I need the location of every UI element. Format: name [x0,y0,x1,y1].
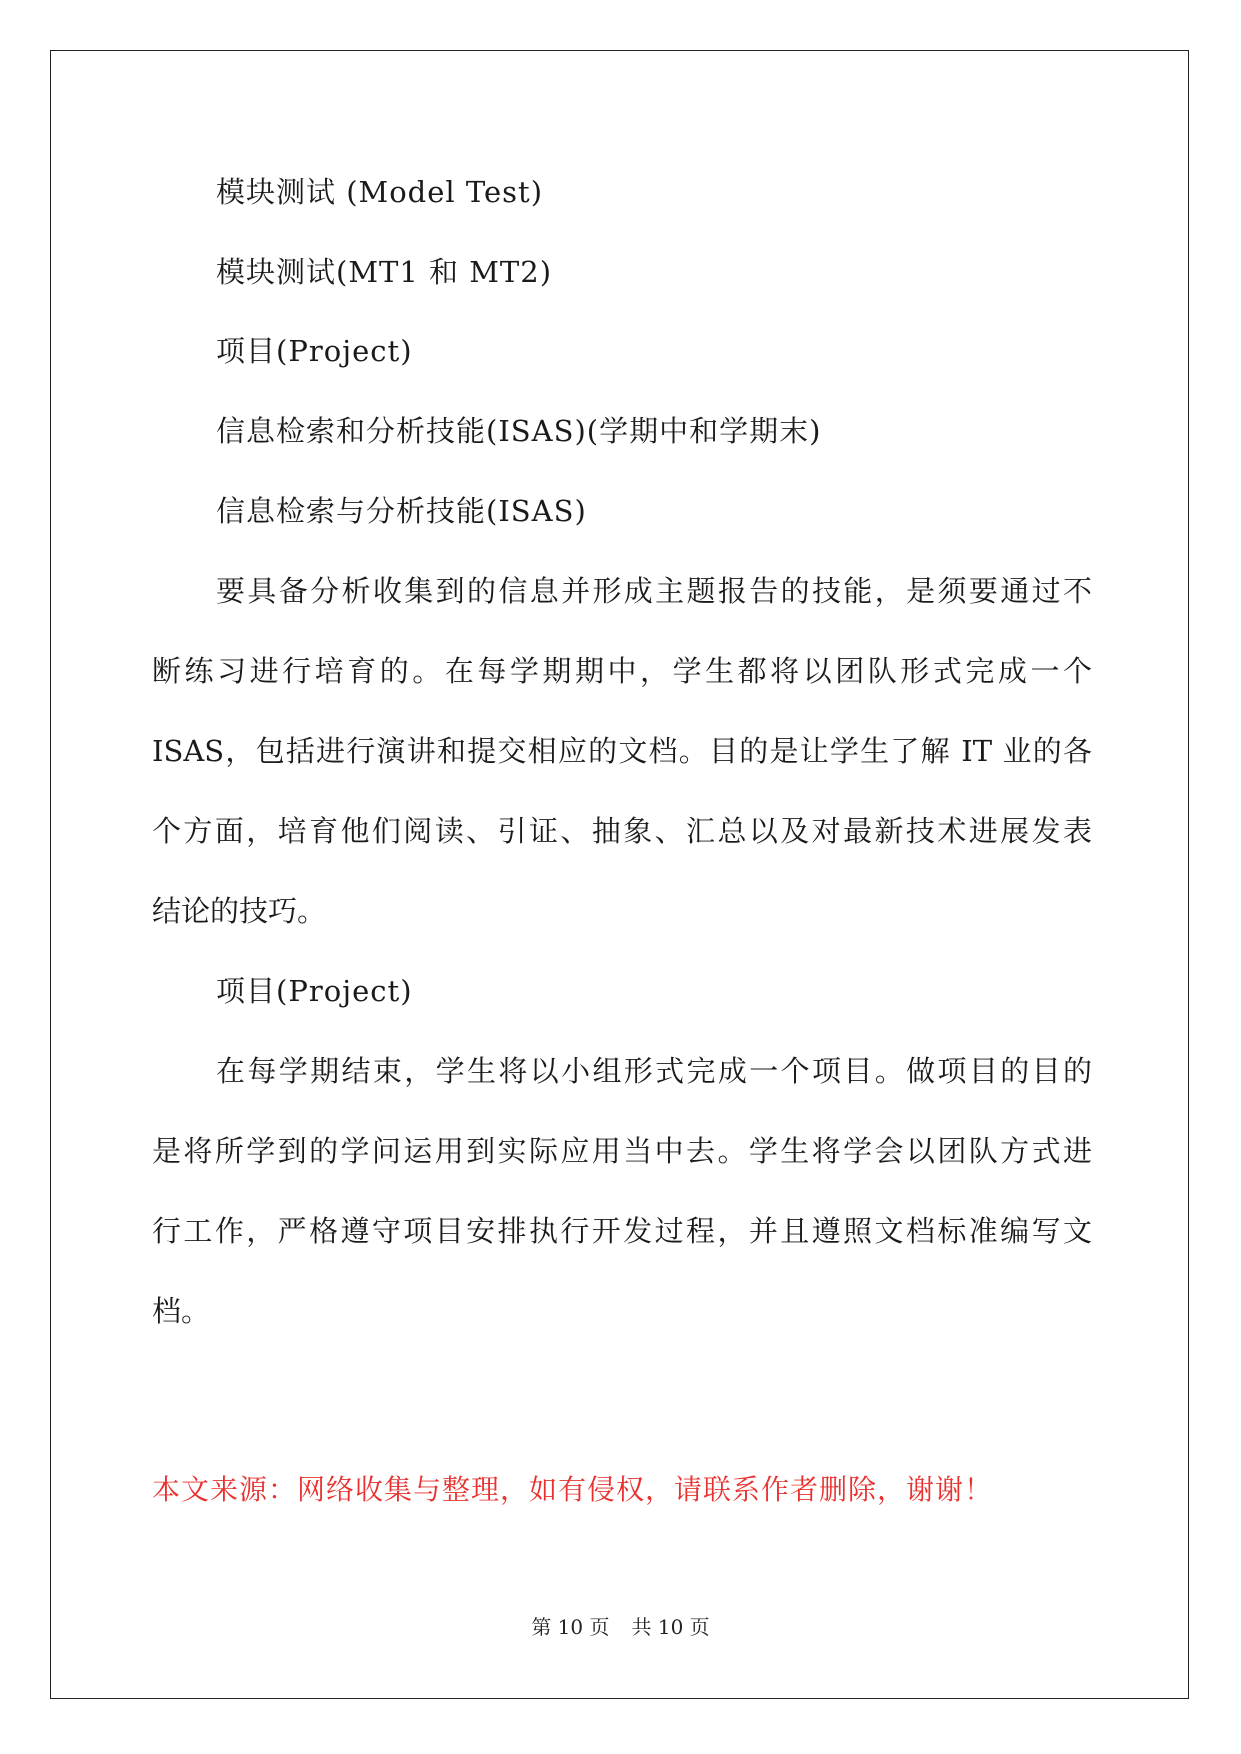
project-paragraph-line: 行工作，严格遵守项目安排执行开发过程，并且遵照文档标准编写文 [152,1214,1092,1248]
page-footer [0,1613,1241,1641]
isas-paragraph-line: 断练习进行培育的。在每学期期中，学生都将以团队形式完成一个 [152,654,1092,688]
project-paragraph-line: 在每学期结束，学生将以小组形式完成一个项目。做项目的目的 [216,1054,1092,1088]
isas-paragraph-line: 要具备分析收集到的信息并形成主题报告的技能，是须要通过不 [216,574,1092,608]
heading-isas-term: 信息检索和分析技能(ISAS)(学期中和学期末) [216,414,822,448]
heading-model-test: 模块测试 (Model Test) [216,175,544,209]
page-number: 第 10 页 [531,1615,610,1639]
isas-paragraph-line: 结论的技巧。 [152,894,327,928]
heading-isas: 信息检索与分析技能(ISAS) [216,494,587,528]
page-border [50,50,1189,1699]
heading-project-2: 项目(Project) [216,974,413,1008]
isas-paragraph-line: 个方面，培育他们阅读、引证、抽象、汇总以及对最新技术进展发表 [152,814,1092,848]
isas-paragraph-line: ISAS，包括进行演讲和提交相应的文档。目的是让学生了解 IT 业的各 [152,734,1092,768]
project-paragraph-line: 档。 [152,1294,211,1328]
project-paragraph-line: 是将所学到的学问运用到实际应用当中去。学生将学会以团队方式进 [152,1134,1092,1168]
heading-model-test-mt: 模块测试(MT1 和 MT2) [216,255,553,289]
heading-project: 项目(Project) [216,334,413,368]
source-note: 本文来源：网络收集与整理，如有侵权，请联系作者删除，谢谢！ [152,1473,994,1506]
page-total: 共 10 页 [631,1615,710,1639]
